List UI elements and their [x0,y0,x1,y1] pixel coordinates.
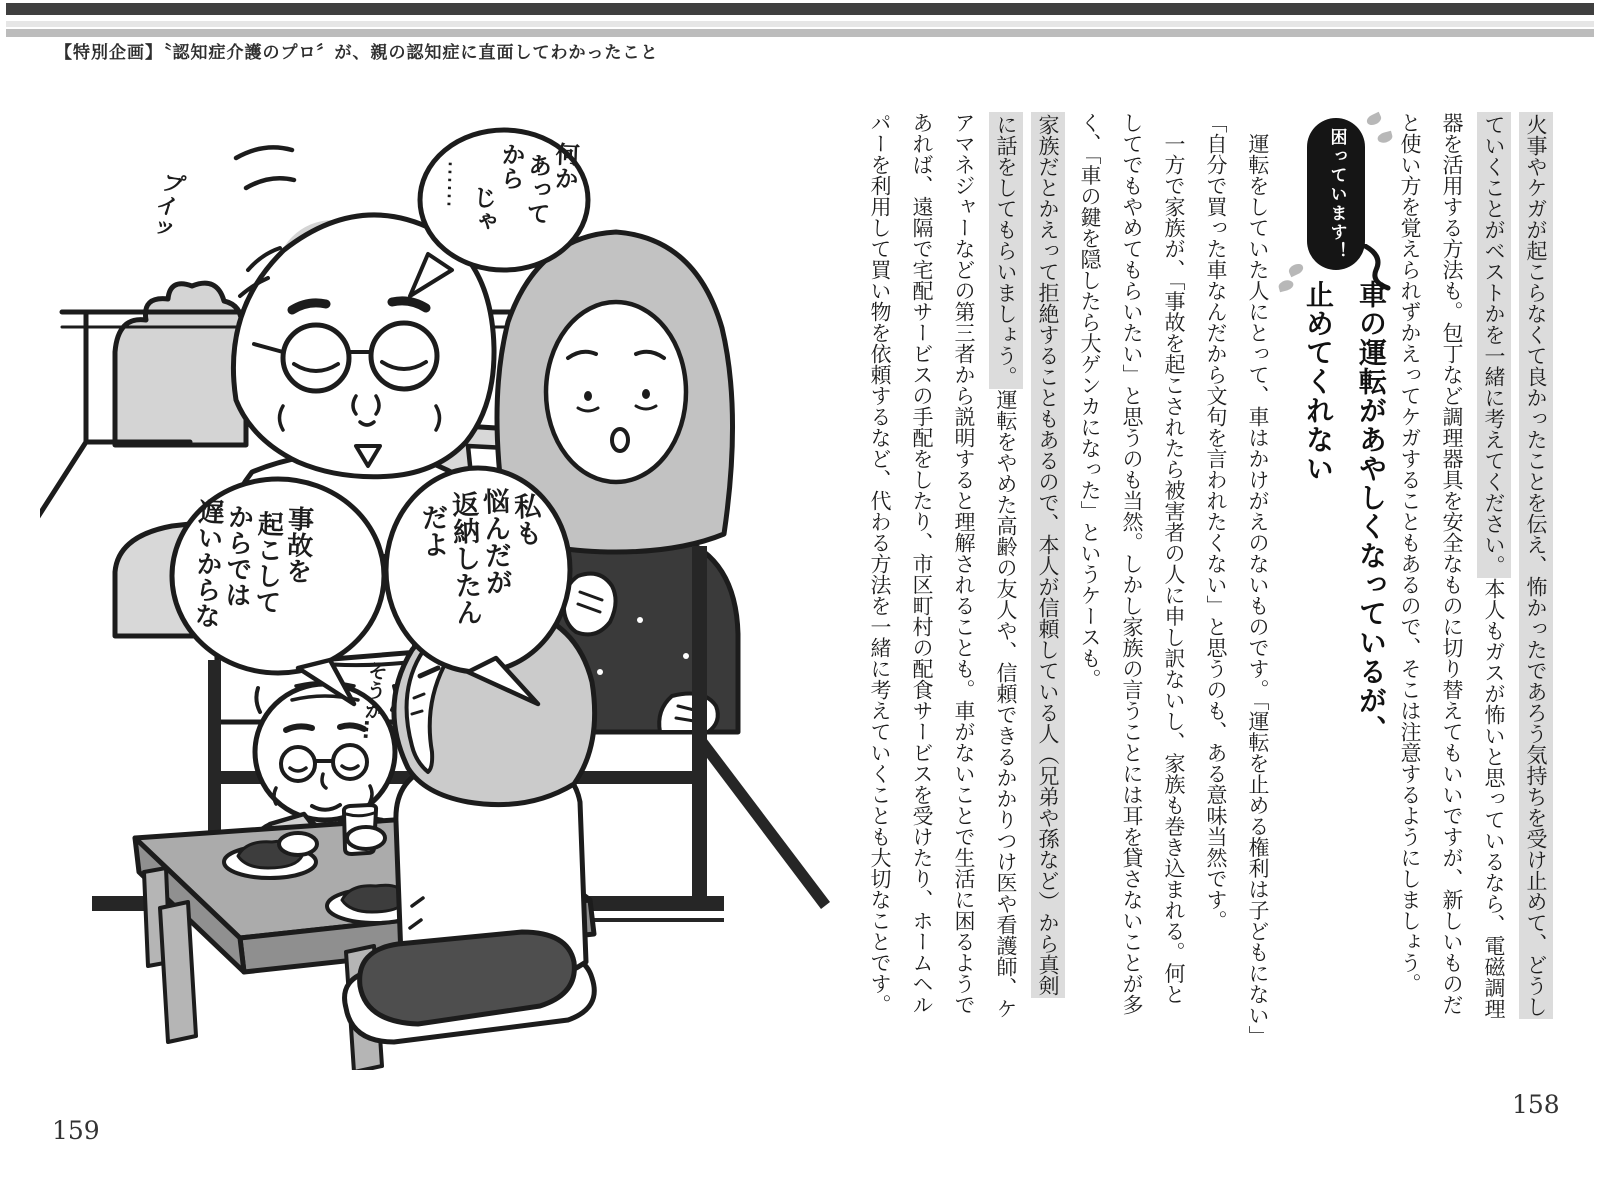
highlighted-text: ていくことがベストかを一緒に考えてください。 [1477,112,1511,578]
bubble-line: じゃ [467,184,498,234]
illustration [40,100,830,1070]
bubble-line: 起こして [250,510,284,616]
text-column [1069,112,1111,1062]
text-column [859,112,901,1062]
bubble-line: 悩んだが [477,486,513,596]
text-column [1027,112,1069,1062]
top-rule-dark [6,3,1594,15]
text-column [985,112,1027,1062]
section-title-line2: 止めてくれない [1302,280,1335,483]
bubble-left-text [190,498,314,632]
bubble-right-text [416,486,545,627]
text-column [1237,112,1279,1062]
bubble-line: あって [521,152,553,226]
text-column [1473,112,1515,1062]
text-column [1153,112,1195,1062]
page-number-left: 159 [52,1116,100,1145]
sweat-drop-icon [1277,279,1294,293]
body-text: 本人もガスが怖いと思っているなら、電磁調理 [1482,578,1506,1019]
body-text: 「自分で買った車なんだから文句を言われたくない」と思うのも、ある意味当然です。 [1204,112,1228,931]
page-number-right: 158 [1512,1090,1560,1119]
section-heading-block [1283,112,1388,1062]
bubble-top-text [440,138,578,237]
body-text: 一方で家族が、「事故を起こされたら被害者の人に申し訳ないし、家族も巻き込まれる。何と [1162,133,1186,1005]
highlighted-text: に話をしてもらいましょう。 [989,112,1023,389]
bubble-line: だよ [416,503,450,559]
body-text: 運転をやめた高齢の友人や、信頼できるかかりつけ医や看護師、ケ [994,389,1018,1019]
bubble-line: 返納したん [446,490,483,627]
page-158-text [859,112,1557,1062]
running-header: 【特別企画】〝認知症介護のプロ〞が、親の認知症に直面してわかったこと [55,43,659,63]
text-column [901,112,943,1062]
bubble-line: からでは [220,502,255,608]
section-title-line1: 車の運転があやしくなっているが、 [1355,280,1388,744]
sweat-drop-icon [1365,112,1383,127]
bubble-line: …… [441,159,471,209]
bubble-line: 何か [549,141,580,191]
trouble-badge: 困っています！ [1307,118,1365,270]
body-text: く、「車の鍵を隠したら大ゲンカになった」というケースも。 [1078,112,1102,690]
text-column [943,112,985,1062]
top-rule-gray [6,29,1594,37]
text-column [1431,112,1473,1062]
text-column [1515,112,1557,1062]
text-column [1195,112,1237,1062]
murmur-text: そうか… [358,659,390,741]
bubble-line: 私も [508,491,542,547]
text-column [1111,112,1153,1062]
body-text: パーを利用して買い物を依頼するなど、代わる方法を一緒に考えていくことも大切なことです。 [868,112,892,1015]
text-column [1389,112,1431,1062]
body-text: 器を活用する方法も。包丁など調理器具を安全なものに切り替えてもいいですが、新しいものだ [1440,112,1464,1015]
highlighted-text: 家族だとかえって拒絶することもあるので、本人が信頼している人（兄弟や孫など）から真剣 [1031,112,1065,998]
body-text: あれば、遠隔で宅配サービスの手配をしたり、市区町村の配食サービスを受けたり、ホームヘル [910,112,934,1015]
body-text: と使い方を覚えられずかえってケガすることもあるので、そこは注意するようにしましょう。 [1398,112,1422,994]
top-rule-light [6,21,1594,27]
bubble-line: から [495,141,526,191]
body-text: 運転をしていた人にとって、車はかけがえのないものです。「運転を止める権利は子どもにない」 [1246,133,1270,1047]
bubble-line: 事故を [281,505,315,585]
body-text: してでもやめてもらいたい」と思うのも当然。しかし家族の言うことには耳を貸さないことが多 [1120,112,1144,1015]
sweat-drop-icon [1287,262,1305,277]
bubble-line: 遅いからな [189,497,225,629]
highlighted-text: 火事やケガが起こらなくて良かったことを伝え、怖かったであろう気持ちを受け止めて、どうし [1519,112,1553,1019]
body-text: アマネジャーなどの第三者から説明すると理解されることも。車がないことで生活に困るようで [952,112,976,1015]
sfx-pui: プイッ [142,167,188,242]
